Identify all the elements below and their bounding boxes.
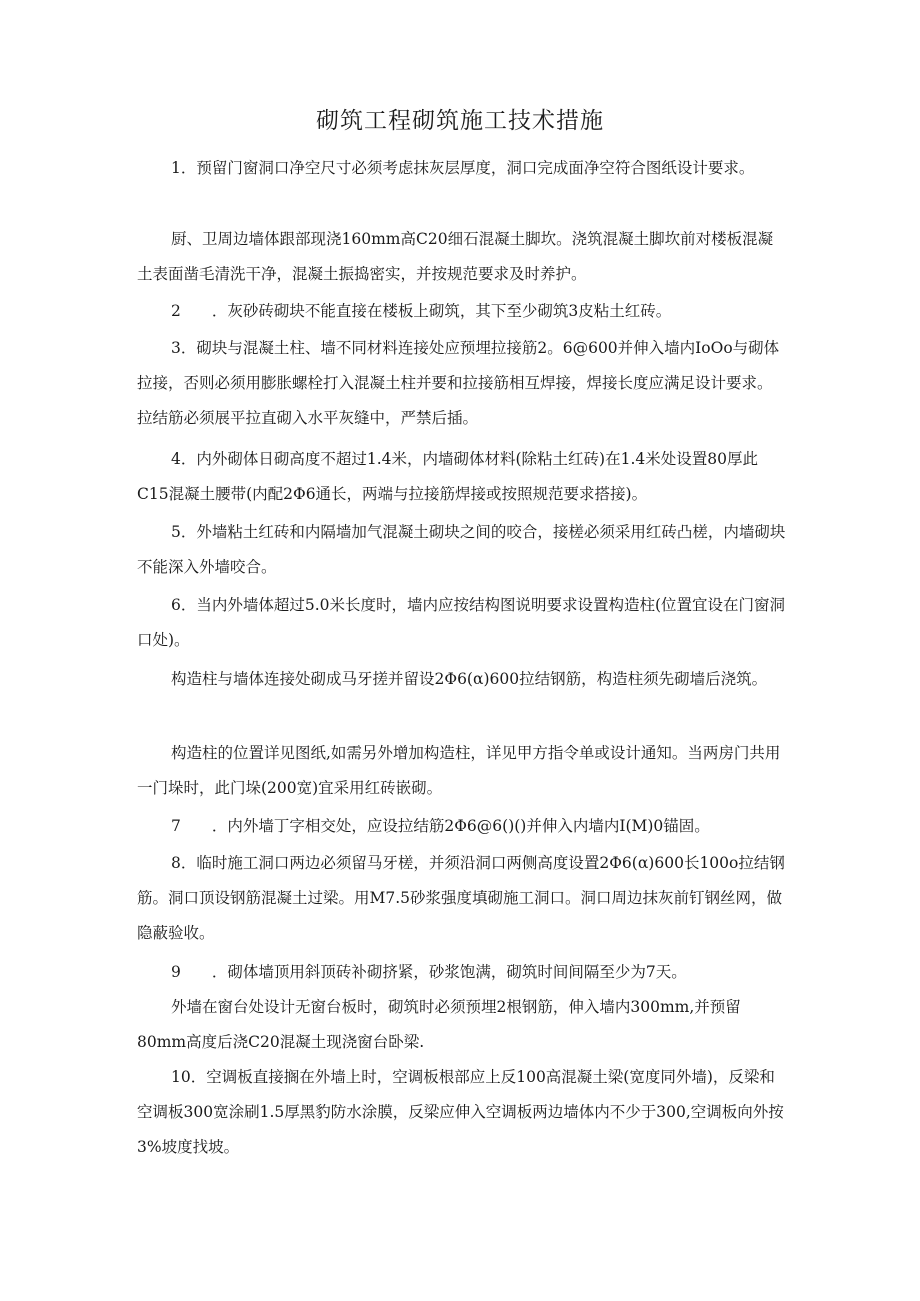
paragraph-item-8: 8．临时施工洞口两边必须留马牙槎，并须沿洞口两侧高度设置2Φ6(α)600长100o拉结钢筋。洞口顶设钢筋混凝土过梁。用M7.5砂浆强度填砌施工洞口。洞口周边抹灰前钉钢丝网，做隐蔽验收。 [137, 854, 785, 942]
paragraph-kitchen-bath-curb: 厨、卫周边墙体跟部现浇160mm高C20细石混凝土脚坎。浇筑混凝土脚坎前对楼板混凝土表面凿毛清洗干净，混凝土振捣密实，并按规范要求及时养护。 [137, 230, 774, 283]
paragraph-item-7: 7 ．内外墙丁字相交处，应设拉结筋2Φ6@6()()并伸入内墙内I(M)0锚固。 [171, 817, 710, 835]
paragraph-item-1: 1．预留门窗洞口净空尺寸必须考虑抹灰层厚度，洞口完成面净空符合图纸设计要求。 [171, 159, 755, 177]
document-title: 砌筑工程砌筑施工技术措施 [316, 108, 604, 134]
paragraph-item-6: 6．当内外墙体超过5.0米长度时，墙内应按结构图说明要求设置构造柱(位置宜设在门窗洞口处)。 [137, 596, 786, 649]
paragraph-window-sill: 外墙在窗台处设计无窗台板时，砌筑时必须预埋2根钢筋，伸入墙内300mm,并预留80mm高度后浇C20混凝土现浇窗台卧梁. [137, 998, 741, 1051]
paragraph-construction-column: 构造柱与墙体连接处砌成马牙搓并留设2Φ6(α)600拉结钢筋，构造柱须先砌墙后浇筑。 [171, 670, 768, 688]
paragraph-item-3: 3．砌块与混凝土柱、墙不同材料连接处应预埋拉接筋2。6@600并伸入墙内IoOo与砌体拉接，否则必须用膨胀螺栓打入混凝土柱并要和拉接筋相互焊接，焊接长度应满足设计要求。拉结筋必须展平拉直砌入水平灰缝中，严禁后插。 [137, 339, 780, 427]
paragraph-item-4: 4．内外砌体日砌高度不超过1.4米，内墙砌体材料(除粘土红砖)在1.4米处设置80厚此C15混凝土腰带(内配2Φ6通长，两端与拉接筋焊接或按照规范要求搭接)。 [137, 450, 758, 503]
paragraph-item-10: 10．空调板直接搁在外墙上时，空调板根部应上反100高混凝土梁(宽度同外墙)，反梁和空调板300宽涂刷1.5厚黑豹防水涂膜，反梁应伸入空调板两边墙体内不少于300,空调板向外按3%坡度找坡。 [137, 1068, 784, 1156]
paragraph-item-5: 5．外墙粘土红砖和内隔墙加气混凝土砌块之间的咬合，接槎必须采用红砖凸槎，内墙砌块不能深入外墙咬合。 [137, 523, 786, 576]
paragraph-item-2: 2 ．灰砂砖砌块不能直接在楼板上砌筑，其下至少砌筑3皮粘土红砖。 [171, 302, 672, 320]
paragraph-item-9: 9 ．砌体墙顶用斜顶砖补砌挤紧，砂浆饱满，砌筑时间间隔至少为7天。 [171, 963, 687, 981]
paragraph-column-position: 构造柱的位置详见图纸,如需另外增加构造柱，详见甲方指令单或设计通知。当两房门共用一门垛时，此门垛(200宽)宜采用红砖嵌砌。 [137, 744, 781, 797]
